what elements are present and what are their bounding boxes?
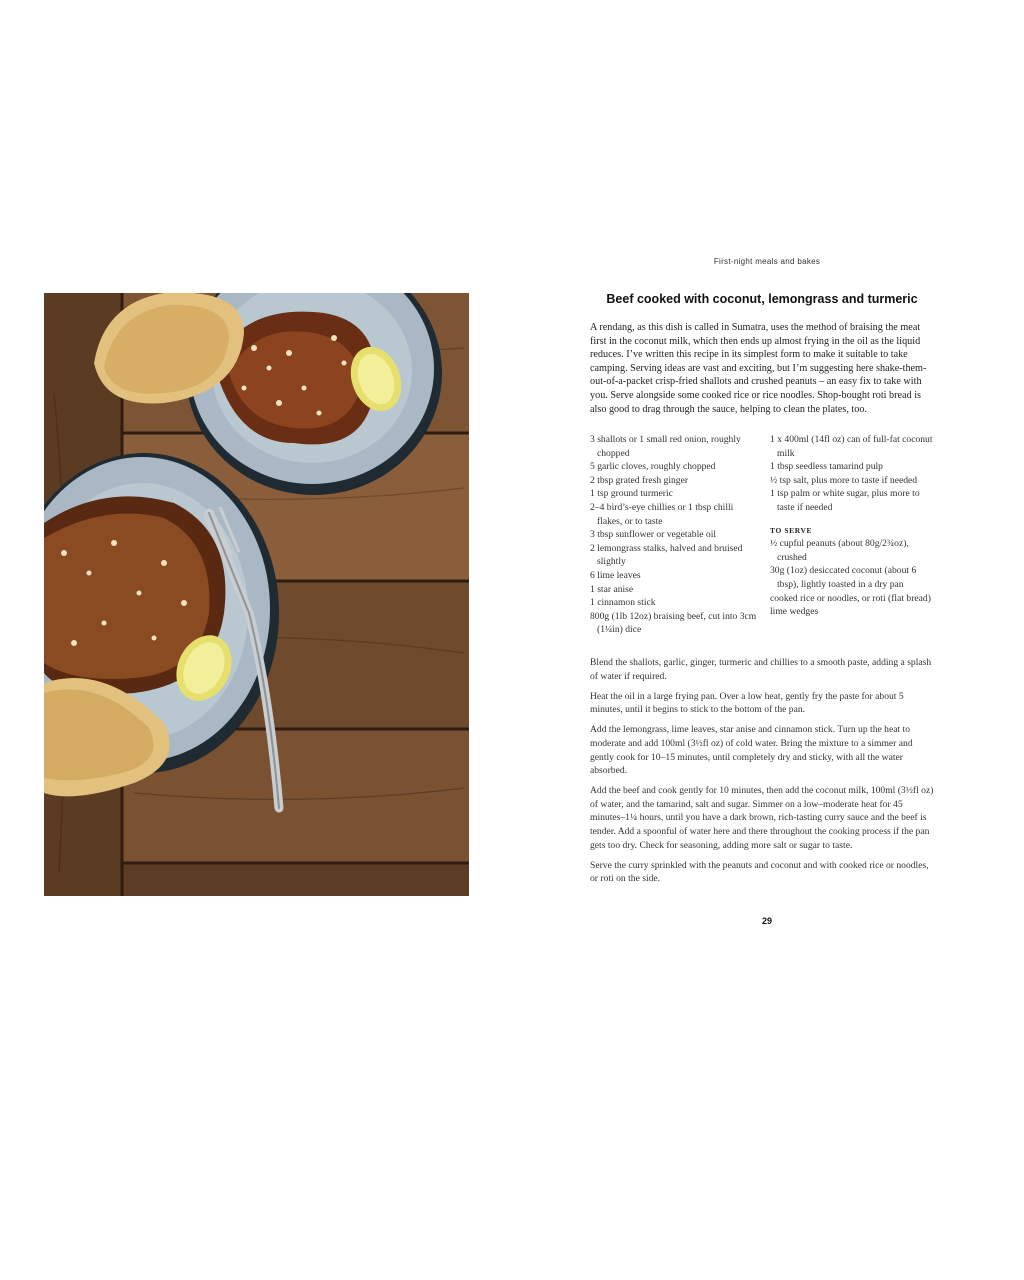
ingredients-list-left	[590, 433, 758, 637]
ingredient-item: ½ tsp salt, plus more to taste if needed	[770, 474, 918, 486]
ingredient-item: 3 tbsp sunflower or vegetable oil	[590, 529, 717, 541]
ingredient-item: 2 tbsp grated fresh ginger	[590, 474, 689, 486]
ingredient-item: 5 garlic cloves, roughly chopped	[590, 461, 716, 473]
method-step: Blend the shallots, garlic, ginger, turmeric and chillies to a smooth paste, adding a splash of water if required.	[590, 657, 932, 682]
method-step: Add the beef and cook gently for 10 minutes, then add the coconut milk, 100ml (3½fl oz) of water, and the tamarind, salt and sugar. Simmer on a low–moderate heat for 45 minutes–1¼ hours, until you have a dark brown, rich-tasting curry sauce and the beef is tender. Add a spoonful of water here and there throughout the cooking process if the pan gets too dry. Check for seasoning, adding more salt or sugar to taste.	[590, 785, 934, 851]
ingredient-item: 2 lemongrass stalks, halved and bruised slightly	[590, 542, 743, 568]
food-photo	[44, 293, 469, 896]
method-steps	[590, 656, 935, 892]
to-serve-heading: TO SERVE	[770, 525, 813, 535]
recipe-title: Beef cooked with coconut, lemongrass and turmeric	[606, 292, 918, 306]
ingredient-item: 6 lime leaves	[590, 569, 641, 581]
serve-item: ½ cupful peanuts (about 80g/2¾oz), crushed	[770, 538, 909, 563]
serve-item: 30g (1oz) desiccated coconut (about 6 tbsp), lightly toasted in a dry pan	[770, 565, 917, 590]
page-number: 29	[761, 916, 772, 926]
method-step: Serve the curry sprinkled with the peanuts and coconut and with cooked rice or noodles, or roti on the side.	[590, 859, 929, 885]
ingredients-list-right	[770, 433, 938, 619]
ingredient-item: 1 tsp palm or white sugar, plus more to taste if needed	[770, 488, 920, 513]
ingredient-item: 1 star anise	[590, 583, 634, 595]
ingredient-item: 2–4 bird’s-eye chillies or 1 tbsp chilli flakes, or to taste	[590, 501, 734, 527]
ingredient-item: 1 cinnamon stick	[590, 597, 656, 609]
method-step: Add the lemongrass, lime leaves, star anise and cinnamon stick. Turn up the heat to moderate and add 100ml (3½fl oz) of cold water. Bring the mixture to a simmer and gently cook for 10–15 minutes, until completely dry and sticky, with all the water absorbed.	[590, 724, 913, 777]
section-header: First-night meals and bakes	[713, 257, 821, 266]
ingredient-item: 3 shallots or 1 small red onion, roughly chopped	[590, 434, 741, 459]
ingredient-item: 1 x 400ml (14fl oz) can of full-fat coconut milk	[770, 434, 933, 459]
recipe-intro: A rendang, as this dish is called in Sumatra, uses the method of braising the meat first in the coconut milk, which then ends up almost frying in the oil as the liquid reduces. I’ve written this recipe in its simplest form to make it suitable to take camping. Serving ideas are vast and exciting, but I’m suggesting here shake-them-out-of-a-packet crisp-fried shallots and crushed peanuts – an easy fix to take with you. Serve alongside some cooked rice or rice noodles. Shop-bought roti bread is also good to drag through the sauce, helping to clean the plates, too.	[590, 322, 927, 415]
serve-item: lime wedges	[770, 606, 819, 618]
food-photo-illustration	[44, 293, 469, 896]
serve-item: cooked rice or noodles, or roti (flat bread)	[770, 592, 931, 604]
method-step: Heat the oil in a large frying pan. Over a low heat, gently fry the paste for about 5 minutes, until it begins to stick to the bottom of the pan.	[590, 690, 904, 716]
ingredient-item: 1 tbsp seedless tamarind pulp	[770, 461, 883, 473]
ingredient-item: 800g (1lb 12oz) braising beef, cut into 3cm (1¼in) dice	[590, 610, 757, 636]
ingredient-item: 1 tsp ground turmeric	[590, 488, 673, 500]
